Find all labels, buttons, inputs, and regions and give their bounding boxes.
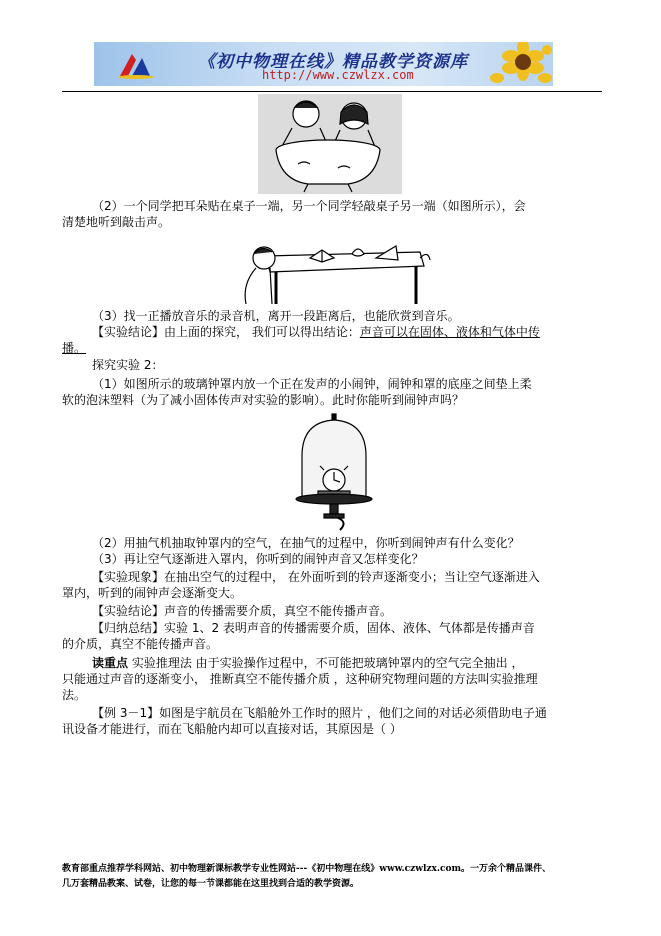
- key-point-label: 读重点: [92, 656, 129, 670]
- figure-bell-jar: [292, 410, 376, 532]
- paragraph-ear-table-2: 清楚地听到敲击声。: [62, 215, 171, 229]
- experiment-2-step-3: （3）再让空气逐渐进入罩内，你听到的闹钟声音又怎样变化？: [92, 552, 424, 566]
- paragraph-tape-recorder: （3）找一正播放音乐的录音机，离开一段距离后，也能欣赏到音乐。: [92, 309, 460, 323]
- experiment-2-step-1-line-1: （1）如图所示的玻璃钟罩内放一个正在发声的小闹钟，闹钟和罩的底座之间垫上柔: [92, 377, 532, 391]
- experiment-2-step-2: （2）用抽气机抽取钟罩内的空气，在抽气的过程中，你听到闹钟声有什么变化？: [92, 536, 520, 550]
- site-logo-icon: [116, 50, 156, 80]
- figure-ear-on-table: [236, 228, 432, 308]
- phenomenon-line-2: 罩内，听到的闹钟声会逐渐变大。: [62, 586, 243, 600]
- header-divider: [62, 91, 602, 92]
- experiment-2-step-1-line-2: 软的泡沫塑料（为了减小固体传声对实验的影响）。此时你能听到闹钟声吗？: [62, 393, 465, 407]
- conclusion-1-line-1: [92, 324, 540, 340]
- example-line-1: 【例 3－1】如图是宇航员在飞船舱外工作时的照片 ，他们之间的对话必须借助电子通: [92, 706, 547, 720]
- figure-fishbowl-children: [258, 94, 402, 194]
- experiment-2-title: 探究实验 2：: [92, 358, 164, 372]
- key-point-line-2: 只能通过声音的逐渐变小， 推断真空不能传播介质 ，这种研究物理问题的方法叫实验推理: [62, 672, 538, 686]
- summary-line-1: 【归纳总结】实验 1、2 表明声音的传播需要介质，固体、液体、气体都是传播声音: [92, 621, 535, 635]
- paragraph-ear-table-1: （2）一个同学把耳朵贴在桌子一端，另一个同学轻敲桌子另一端（如图所示），会: [92, 199, 526, 213]
- header-banner: [94, 42, 553, 86]
- sunflower-icon: [483, 42, 553, 86]
- key-point-line-1: [92, 655, 523, 671]
- phenomenon-line-1: 【实验现象】在抽出空气的过程中， 在外面听到的铃声逐渐变小；当让空气逐渐进入: [92, 570, 540, 584]
- conclusion-1-prefix: 【实验结论】由上面的探究， 我们可以得出结论：: [92, 325, 360, 339]
- conclusion-1-underlined: 声音可以在固体、液体和气体中传: [359, 325, 540, 339]
- example-line-2: 讯设备才能进行，而在飞船舱内却可以直接对话，其原因是（ ）: [62, 722, 402, 736]
- banner-title: 《初中物理在线》精品教学资源库: [198, 52, 468, 72]
- banner-url: http://www.czwlzx.com: [262, 68, 414, 82]
- key-point-line-3: 法。: [62, 688, 87, 702]
- conclusion-2: 【实验结论】声音的传播需要介质，真空不能传播声音。: [92, 604, 393, 618]
- conclusion-1-line-2: 播。: [62, 341, 87, 355]
- footer-line-2: 几万套精品教案、试卷，让您的每一节课都能在这里找到合适的教学资源。: [62, 879, 360, 889]
- page-footer: [62, 862, 551, 892]
- summary-line-2: 的介质，真空不能传播声音。: [62, 637, 219, 651]
- footer-line-1: 教育部重点推荐学科网站、初中物理新课标教学专业性网站---《初中物理在线》www.czwlzx.com。一万余个精品课件、: [62, 864, 552, 874]
- key-point-text: 实验推理法 由于实验操作过程中，不可能把玻璃钟罩内的空气完全抽出 ，: [131, 656, 524, 670]
